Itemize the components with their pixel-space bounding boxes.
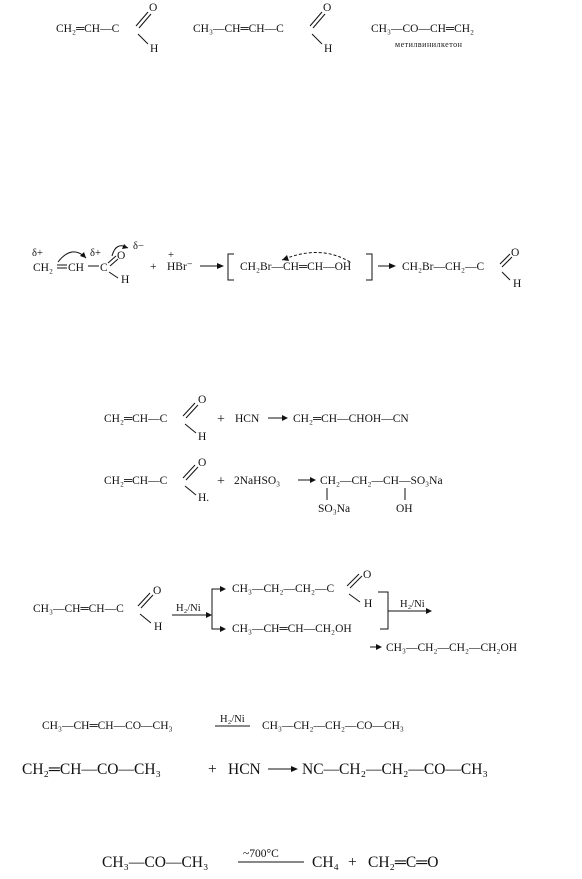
crotonaldehyde-hydrogen: H: [324, 43, 333, 55]
hbr-intermediate: CH₂Br—CH═CH—OH: [240, 261, 352, 273]
hcn-o: O: [198, 394, 207, 406]
hbr-reagent: HBr⁻: [167, 261, 193, 273]
ketone-catalyst: H₂/Ni: [220, 714, 245, 725]
delta-plus-ch2: δ+: [32, 248, 43, 259]
hydro-product-bottom: CH₃—CH═CH—CH₂OH: [232, 623, 352, 635]
pyrolysis-product-2: CH₂═C═O: [368, 854, 439, 871]
hbr-ch2: CH₂: [33, 262, 53, 274]
hcn-reactant: CH₂═CH—C: [104, 413, 168, 425]
bisulfite-sub-right: OH: [396, 503, 413, 515]
bisulfite-reactant: CH₂═CH—C: [104, 475, 168, 487]
mvk-formula: CH₃—CO—CH═CH₂: [371, 23, 475, 35]
mvk-name: метилвинилкетон: [395, 40, 463, 49]
hbr-product: CH₂Br—CH₂—C: [402, 261, 485, 273]
hydro-reactant: CH₃—CH═CH—C: [33, 603, 124, 615]
delta-plus-c: δ+: [90, 248, 101, 259]
bisulfite-h: H.: [198, 492, 210, 504]
crotonaldehyde-oxygen: O: [323, 2, 332, 14]
hydro-product-top-h: H: [364, 598, 373, 610]
hbr-o: O: [117, 250, 126, 262]
hydro-product-top: CH₃—CH₂—CH₂—C: [232, 583, 335, 595]
hcn-product: CH₂═CH—CHOH—CN: [293, 413, 409, 425]
acrolein-chain: CH₂═CH—C: [56, 23, 120, 35]
hbr-c: C: [100, 262, 108, 274]
delta-minus-o: δ−: [133, 241, 144, 252]
hbr-product-o: O: [511, 247, 520, 259]
hydro-final-product: CH₃—CH₂—CH₂—CH₂OH: [386, 642, 518, 654]
hydro-product-top-o: O: [363, 569, 372, 581]
bisulfite-o: O: [198, 457, 207, 469]
hcn-h: H: [198, 431, 207, 443]
acrolein-oxygen: O: [149, 2, 158, 14]
hydro-catalyst-1: H₂/Ni: [176, 603, 201, 614]
hydro-o: O: [153, 585, 162, 597]
mvk-reagent: HCN: [228, 761, 261, 778]
crotonaldehyde-chain: CH₃—CH═CH—C: [193, 23, 284, 35]
mvk-reactant: CH₂═CH—CO—CH₃: [22, 761, 161, 778]
pyrolysis-plus: +: [348, 854, 357, 871]
pyrolysis-product-1: CH₄: [312, 854, 339, 871]
hbr-reagent-charge: +: [168, 250, 174, 261]
bisulfite-sub-left: SO₃Na: [318, 503, 351, 515]
mvk-product: NC—CH₂—CH₂—CO—CH₃: [302, 761, 488, 778]
ketone-product: CH₃—CH₂—CH₂—CO—CH₃: [262, 720, 404, 732]
ketone-reactant: CH₃—CH═CH—CO—CH₃: [42, 720, 173, 732]
mvk-arrowhead: [291, 766, 298, 772]
mvk-plus: +: [208, 761, 217, 778]
pyrolysis-reactant: CH₃—CO—CH₃: [102, 854, 209, 871]
bisulfite-plus: +: [217, 474, 225, 489]
hydro-catalyst-2: H₂/Ni: [400, 599, 425, 610]
bisulfite-product: CH₂—CH₂—CH—SO₃Na: [320, 475, 443, 487]
hydro-h: H: [154, 621, 163, 633]
hbr-h: H: [121, 274, 130, 286]
acrolein-hydrogen: H: [150, 43, 159, 55]
hcn-reagent: HCN: [235, 413, 260, 425]
hcn-plus: +: [217, 412, 225, 427]
hbr-ch: CH: [68, 262, 84, 274]
bisulfite-reagent: 2NaHSO₃: [234, 475, 281, 487]
hbr-plus: +: [150, 261, 157, 273]
hbr-product-h: H: [513, 278, 522, 290]
pyrolysis-condition: ~700°C: [243, 848, 279, 860]
